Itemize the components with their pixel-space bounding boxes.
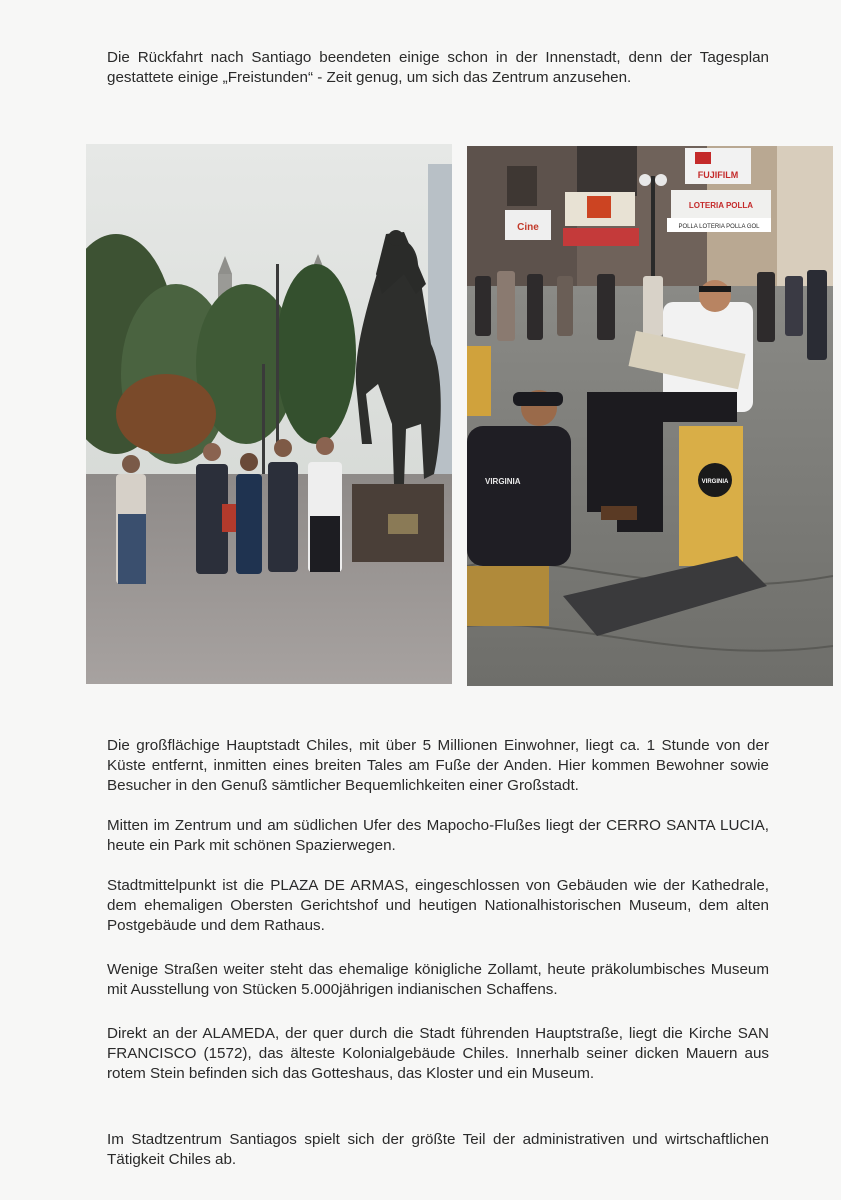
sign-polla: POLLA LOTERIA POLLA GOL [678,224,760,230]
paragraph-plaza-de-armas: Stadtmittelpunkt ist die PLAZA DE ARMAS, eingeschlossen von Gebäuden wie der Kathedrale, dem ehemaligen Obersten Gerichtshof und heutigen Nationalhistorischen Museum, dem alten Postgebäude und dem Rathaus. [107,877,769,934]
paragraph-zollamt: Wenige Straßen weiter steht das ehemalige königliche Zollamt, heute präkolumbisches Museum mit Ausstellung von Stücken 5.000jährigen indianischen Schaffens. [107,961,769,998]
box-brand: VIRGINIA [701,479,729,485]
shoeshine-photo [467,146,833,686]
intro-paragraph: Die Rückfahrt nach Santiago beendeten einige schon in der Innenstadt, denn der Tagesplan gestattete einige „Freistunden“ - Zeit genug, um sich das Zentrum anzusehen. [107,49,769,86]
sign-fujifilm: FUJIFILM [697,170,739,180]
sign-loteria: LOTERIA POLLA [688,201,754,210]
plaza-de-armas-photo [86,144,452,684]
paragraph-stadtzentrum: Im Stadtzentrum Santiagos spielt sich der größte Teil der administrativen und wirtschaftlichen Tätigkeit Chiles ab. [107,1131,769,1168]
sign-cine: Cine [517,222,539,233]
jacket-brand: VIRGINIA [485,477,521,486]
paragraph-santiago: Die großflächige Hauptstadt Chiles, mit über 5 Millionen Einwohner, liegt ca. 1 Stunde von der Küste entfernt, inmitten eines breiten Tales am Fuße der Anden. Hier kommen Bewohner sowie Besucher in den Genuß sämtlicher Bequemlichkeiten einer Großstadt. [107,737,769,794]
paragraph-santa-lucia: Mitten im Zentrum und am südlichen Ufer des Mapocho-Flußes liegt der CERRO SANTA LUCIA, heute ein Park mit schönen Spazierwegen. [107,817,769,854]
paragraph-san-francisco: Direkt an der ALAMEDA, der quer durch die Stadt führenden Hauptstraße, liegt die Kirche SAN FRANCISCO (1572), das älteste Kolonialgebäude Chiles. Innerhalb seiner dicken Mauern aus rotem Stein befinden sich das Gotteshaus, das Kloster und ein Museum. [107,1025,769,1082]
